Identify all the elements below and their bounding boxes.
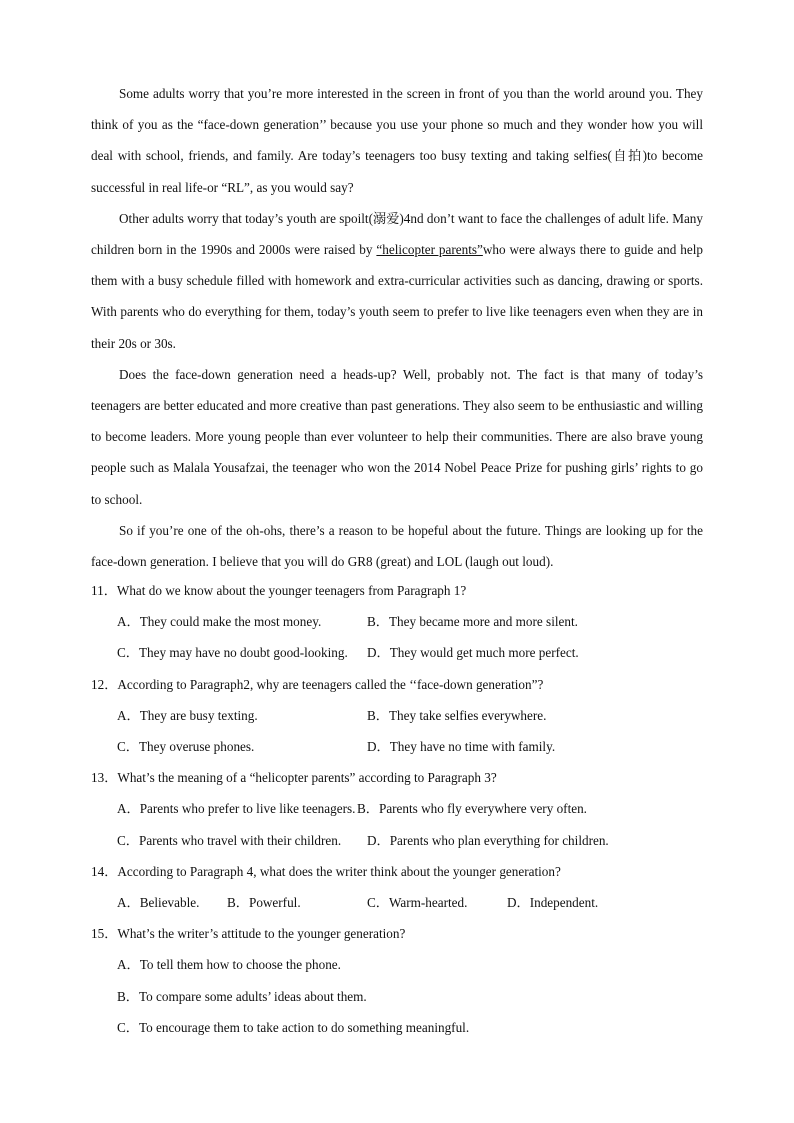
option-row bbox=[91, 700, 703, 731]
question-stem: 13．What’s the meaning of a “helicopter parents” according to Paragraph 3? bbox=[91, 770, 497, 786]
option-a: A．They could make the most money. bbox=[117, 614, 322, 630]
paragraph-2-part-2: who were always there to guide and help them with a busy schedule filled with homework and extra-curricular activities such as dancing, drawing or sports. With parents who do everything for them, today’s youth seem to prefer to live like teenagers even when they are in their 20s or 30s. bbox=[91, 242, 703, 351]
option-row bbox=[91, 1012, 703, 1043]
question-stem: 12．According to Paragraph2, why are teenagers called the ‘‘face-down generation”? bbox=[91, 676, 544, 692]
paragraph-2 bbox=[91, 203, 703, 359]
option-b: B．Powerful. bbox=[227, 895, 301, 911]
option-a: A．Parents who prefer to live like teenagers. bbox=[117, 801, 356, 817]
option-row bbox=[91, 887, 703, 918]
paragraph-1: Some adults worry that you’re more interested in the screen in front of you than the world around you. They think of you as the “face-down generation’’ because you use your phone so much and they wonder how you will deal with school, friends, and family. Are today’s teenagers too busy texting and taking selfies(自拍)to become successful in real life-or “RL”, as you would say? bbox=[91, 86, 703, 195]
option-b: B．They take selfies everywhere. bbox=[367, 707, 547, 723]
option-a: A．To tell them how to choose the phone. bbox=[117, 957, 341, 973]
option-b: B．Parents who fly everywhere very often. bbox=[357, 801, 587, 817]
question-stem: 14．According to Paragraph 4, what does the writer think about the younger generation? bbox=[91, 863, 561, 879]
question-15 bbox=[91, 918, 703, 1043]
option-c: C．To encourage them to take action to do something meaningful. bbox=[117, 1019, 470, 1035]
option-row bbox=[91, 825, 703, 856]
reading-passage bbox=[91, 78, 703, 577]
option-row bbox=[91, 981, 703, 1012]
option-c: C．They may have no doubt good-looking. bbox=[117, 645, 348, 661]
paragraph-3: Does the face-down generation need a heads-up? Well, probably not. The fact is that many of today’s teenagers are better educated and more creative than past generations. They also seem to be enthusiastic and willing to become leaders. More young people than ever volunteer to help their communities. There are also brave young people such as Malala Yousafzai, the teenager who won the 2014 Nobel Peace Prize for pushing girls’ rights to go to school. bbox=[91, 366, 703, 507]
option-row bbox=[91, 793, 703, 824]
option-a: A．Believable. bbox=[117, 895, 200, 911]
question-12 bbox=[91, 669, 703, 763]
paragraph-2-part-1: Other adults worry that today’s youth are spoilt(溺爱)4nd don’t want to face the challenges of adult life. Many children born in the 1990s and 2000s were raised by bbox=[91, 210, 703, 258]
option-d: D．They have no time with family. bbox=[367, 739, 556, 755]
question-11 bbox=[91, 575, 703, 669]
option-b: B．They became more and more silent. bbox=[367, 614, 578, 630]
option-row bbox=[91, 637, 703, 668]
question-list bbox=[91, 575, 703, 1043]
option-c: C．Parents who travel with their children. bbox=[117, 832, 342, 848]
option-row bbox=[91, 731, 703, 762]
paragraph-4: So if you’re one of the oh-ohs, there’s a reason to be hopeful about the future. Things are looking up for the face-down generation. I believe that you will do GR8 (great) and LOL (laugh out loud). bbox=[91, 522, 703, 570]
question-stem: 15．What’s the writer’s attitude to the younger generation? bbox=[91, 926, 406, 942]
option-c: C．Warm-hearted. bbox=[367, 895, 468, 911]
question-14 bbox=[91, 856, 703, 918]
option-d: D．They would get much more perfect. bbox=[367, 645, 579, 661]
question-13 bbox=[91, 762, 703, 856]
question-stem: 11．What do we know about the younger teenagers from Paragraph 1? bbox=[91, 583, 467, 598]
option-c: C．They overuse phones. bbox=[117, 739, 255, 755]
option-row bbox=[91, 606, 703, 637]
option-d: D．Parents who plan everything for children. bbox=[367, 832, 609, 848]
helicopter-parents-term: “helicopter parents” bbox=[376, 242, 483, 258]
option-d: D．Independent. bbox=[507, 895, 599, 911]
option-a: A．They are busy texting. bbox=[117, 707, 258, 723]
option-b: B．To compare some adults’ ideas about them. bbox=[117, 988, 367, 1004]
option-row bbox=[91, 949, 703, 980]
